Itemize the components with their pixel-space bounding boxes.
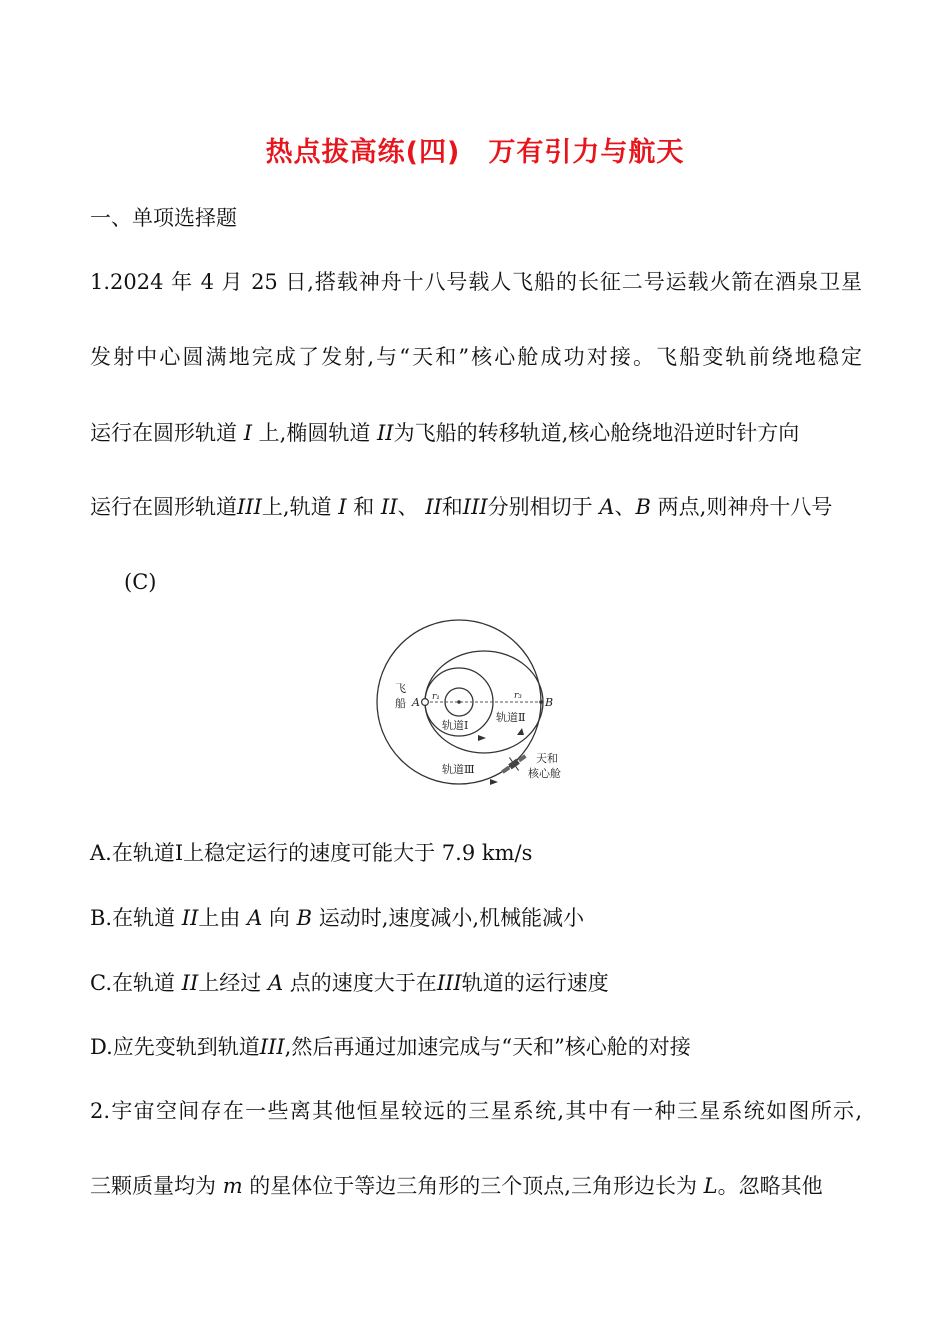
orbit-diagram	[376, 618, 576, 790]
text-run: D.应先变轨到轨道	[90, 1035, 260, 1059]
text-run: 上,椭圆轨道	[251, 421, 378, 445]
orbit-2-arrow-icon	[517, 728, 524, 735]
text-run: A.在轨道Ⅰ上稳定运行的速度可能大于 7.9 km/s	[90, 841, 533, 865]
page-title: 热点拔高练(四) 万有引力与航天	[265, 137, 685, 168]
point-symbol: B	[635, 495, 651, 519]
orbit-1-arrow-icon	[478, 735, 486, 741]
text-run: 上由	[198, 906, 248, 930]
text-run: 向	[262, 906, 297, 930]
orbit-symbol: I	[338, 495, 347, 519]
spaceship-point-a	[422, 699, 429, 706]
point-b-label: B	[545, 696, 554, 709]
text-run: 、	[397, 495, 426, 519]
variable-symbol: L	[703, 1174, 718, 1198]
orbit-symbol: III	[259, 1035, 285, 1059]
q1-line-3	[90, 418, 862, 448]
point-b-dot	[539, 700, 543, 704]
q1-line-2: 发射中心圆满地完成了发射,与“天和”核心舱成功对接。飞船变轨前绕地稳定	[90, 345, 862, 369]
q1-line-1: 1.2024 年 4 月 25 日,搭载神舟十八号载人飞船的长征二号运载火箭在酒泉卫星	[90, 270, 862, 294]
orbit-symbol: III	[237, 495, 262, 519]
q1-option-a	[90, 838, 862, 868]
q1-option-b	[90, 903, 862, 933]
text-run: 运动时,速度减小,机械能减小	[312, 906, 585, 930]
orbit-symbol: II	[181, 971, 199, 995]
orbit-3-arrow-icon	[490, 779, 498, 785]
q1-option-d	[90, 1032, 862, 1062]
station-label: 核心舱	[528, 767, 561, 780]
section-heading: 一、单项选择题	[90, 206, 237, 230]
orbit-symbol: III	[436, 971, 462, 995]
text-run: 两点,则神舟十八号	[650, 495, 833, 519]
spaceship-label: 船	[395, 697, 406, 710]
r3-label: r₃	[514, 691, 522, 701]
text-run: 和	[346, 495, 381, 519]
text-run: 、	[614, 495, 636, 519]
q1-answer: (C)	[124, 570, 157, 594]
text-run: B.在轨道	[90, 906, 182, 930]
variable-symbol: m	[222, 1174, 243, 1198]
point-symbol: A	[599, 495, 615, 519]
text-run: 运行在圆形轨道	[90, 421, 244, 445]
text-run: 的星体位于等边三角形的三个顶点,三角形边长为	[242, 1174, 704, 1198]
station-label: 天和	[536, 752, 558, 765]
r1-label: r₁	[432, 692, 440, 702]
orbit-symbol: II	[380, 495, 398, 519]
orbit-1-label: 轨道Ⅰ	[442, 719, 469, 732]
orbit-symbol: III	[462, 495, 488, 519]
q2-line-2	[90, 1171, 862, 1201]
text-run: 为飞船的转移轨道,核心舱绕地沿逆时针方向	[393, 421, 800, 445]
orbit-symbol: II	[425, 495, 442, 519]
orbit-symbol: II	[181, 906, 199, 930]
text-run: 三颗质量均为	[90, 1174, 223, 1198]
text-run: 运行在圆形轨道	[90, 495, 237, 519]
text-run: 分别相切于	[487, 495, 600, 519]
orbit-symbol: I	[243, 421, 252, 445]
point-symbol: B	[296, 906, 313, 930]
orbit-2-label: 轨道Ⅱ	[496, 711, 526, 724]
text-run: 和	[441, 495, 463, 519]
q1-line-4	[90, 492, 862, 522]
point-a-label: A	[412, 696, 420, 709]
text-run: 轨道的运行速度	[461, 971, 609, 995]
q2-line-1: 2.宇宙空间存在一些离其他恒星较远的三星系统,其中有一种三星系统如图所示,	[90, 1099, 862, 1123]
spaceship-label: 飞	[395, 682, 406, 695]
space-station-icon	[498, 749, 530, 778]
point-symbol: A	[267, 971, 284, 995]
text-run: 上经过	[198, 971, 268, 995]
point-symbol: A	[247, 906, 263, 930]
text-run: 点的速度大于在	[283, 971, 437, 995]
text-run: ,然后再通过加速完成与“天和”核心舱的对接	[284, 1035, 691, 1059]
text-run: 。忽略其他	[717, 1174, 823, 1198]
orbit-3-label: 轨道Ⅲ	[442, 763, 475, 776]
text-run: 上,轨道	[261, 495, 339, 519]
orbit-symbol: II	[377, 421, 394, 445]
q1-option-c	[90, 968, 862, 998]
text-run: C.在轨道	[90, 971, 182, 995]
